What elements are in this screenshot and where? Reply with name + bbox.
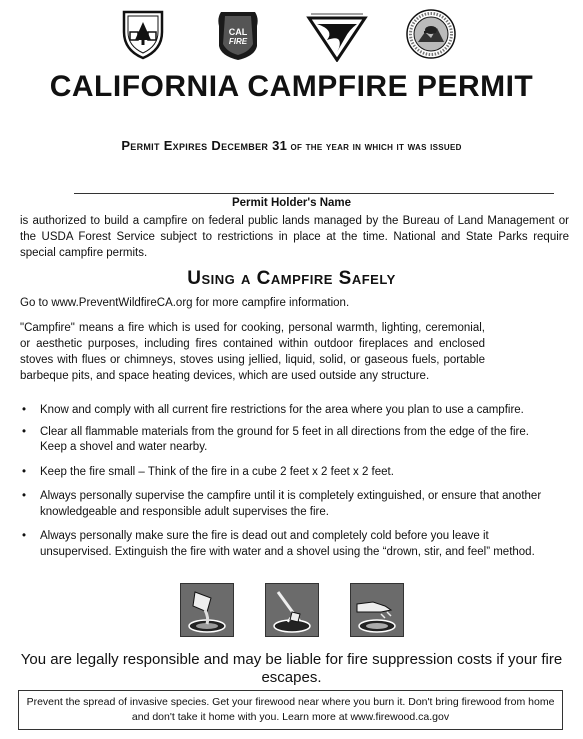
campfire-definition: "Campfire" means a fire which is used for cooking, personal warmth, lighting, ceremonial, or aesthetic purposes, including fires contained within outdoor fireplaces and enclosed stoves with flues or chimneys, stoves using jellied, liquid, solid, or gaseous fuels, portable barbeque pits, and space heating devices, which are used outside any structure. [20,322,485,382]
bullet-glyph: • [22,490,27,502]
expires-date: December 31 [211,138,288,153]
drown-water-bucket-icon [180,583,234,637]
list-item-text: Always personally make sure the fire is dead out and completely cold before you leave it unsupervised. Extinguish the fire with water and a shovel using the “drown, stir, and feel” method. [40,530,535,558]
website-info: Go to www.PreventWildfireCA.org for more campfire information. [20,297,350,309]
holder-name-label: Permit Holder's Name [231,197,352,209]
expires-prefix: Permit Expires [121,138,212,153]
list-item-text: Always personally supervise the campfire until it is completely extinguished, or ensure that another knowledgeable and responsible adult supervises the fire. [40,490,542,518]
legal-notice: You are legally responsible and may be liable for fire suppression costs if your fire escapes. [20,651,563,686]
authorization-text: is authorized to build a campfire on federal public lands managed by the Bureau of Land Management or the USDA Forest Service subject to restrictions in place at the time. National and State Parks require special campfire permits. [20,215,569,259]
extinguish-method-icons [0,583,583,641]
cal-fire-badge-icon [215,8,261,62]
invasive-species-notice: Prevent the spread of invasive species. Get your firewood near where you burn it. Don't bring firewood from home and don't take it home with you. Learn more at www.firewood.ca.gov [18,690,563,730]
svg-text:FIRE: FIRE [228,37,248,46]
page-title: CALIFORNIA CAMPFIRE PERMIT [49,70,534,103]
usda-forest-service-shield-icon [120,8,166,60]
section-heading: Using a Campfire Safely [187,268,396,289]
blm-triangle-icon [305,8,369,62]
bullet-glyph: • [22,425,27,438]
expires-suffix: of the year in which it was issued [287,141,462,153]
list-item [22,529,542,560]
feel-hand-icon [350,583,404,637]
list-item [22,425,542,456]
permit-expiration [0,138,583,153]
list-item-text: Clear all flammable materials from the ground for 5 feet in all directions from the edge of the fire. Keep a shovel and water nearby. [40,425,529,453]
list-item [22,489,542,520]
list-item-text: Keep the fire small – Think of the fire in a cube 2 feet x 2 feet x 2 feet. [40,465,394,478]
bullet-glyph: • [22,404,27,416]
doi-seal-icon [405,8,457,60]
bullet-glyph: • [22,465,27,478]
svg-text:CAL: CAL [228,27,248,37]
bullet-glyph: • [22,530,27,542]
list-item [22,465,542,481]
list-item [22,403,542,419]
safety-rules-list [22,403,542,566]
agency-logos [0,8,583,68]
stir-shovel-icon [265,583,319,637]
holder-name-line [74,193,554,194]
list-item-text: Know and comply with all current fire restrictions for the area where you plan to use a campfire. [40,404,524,416]
